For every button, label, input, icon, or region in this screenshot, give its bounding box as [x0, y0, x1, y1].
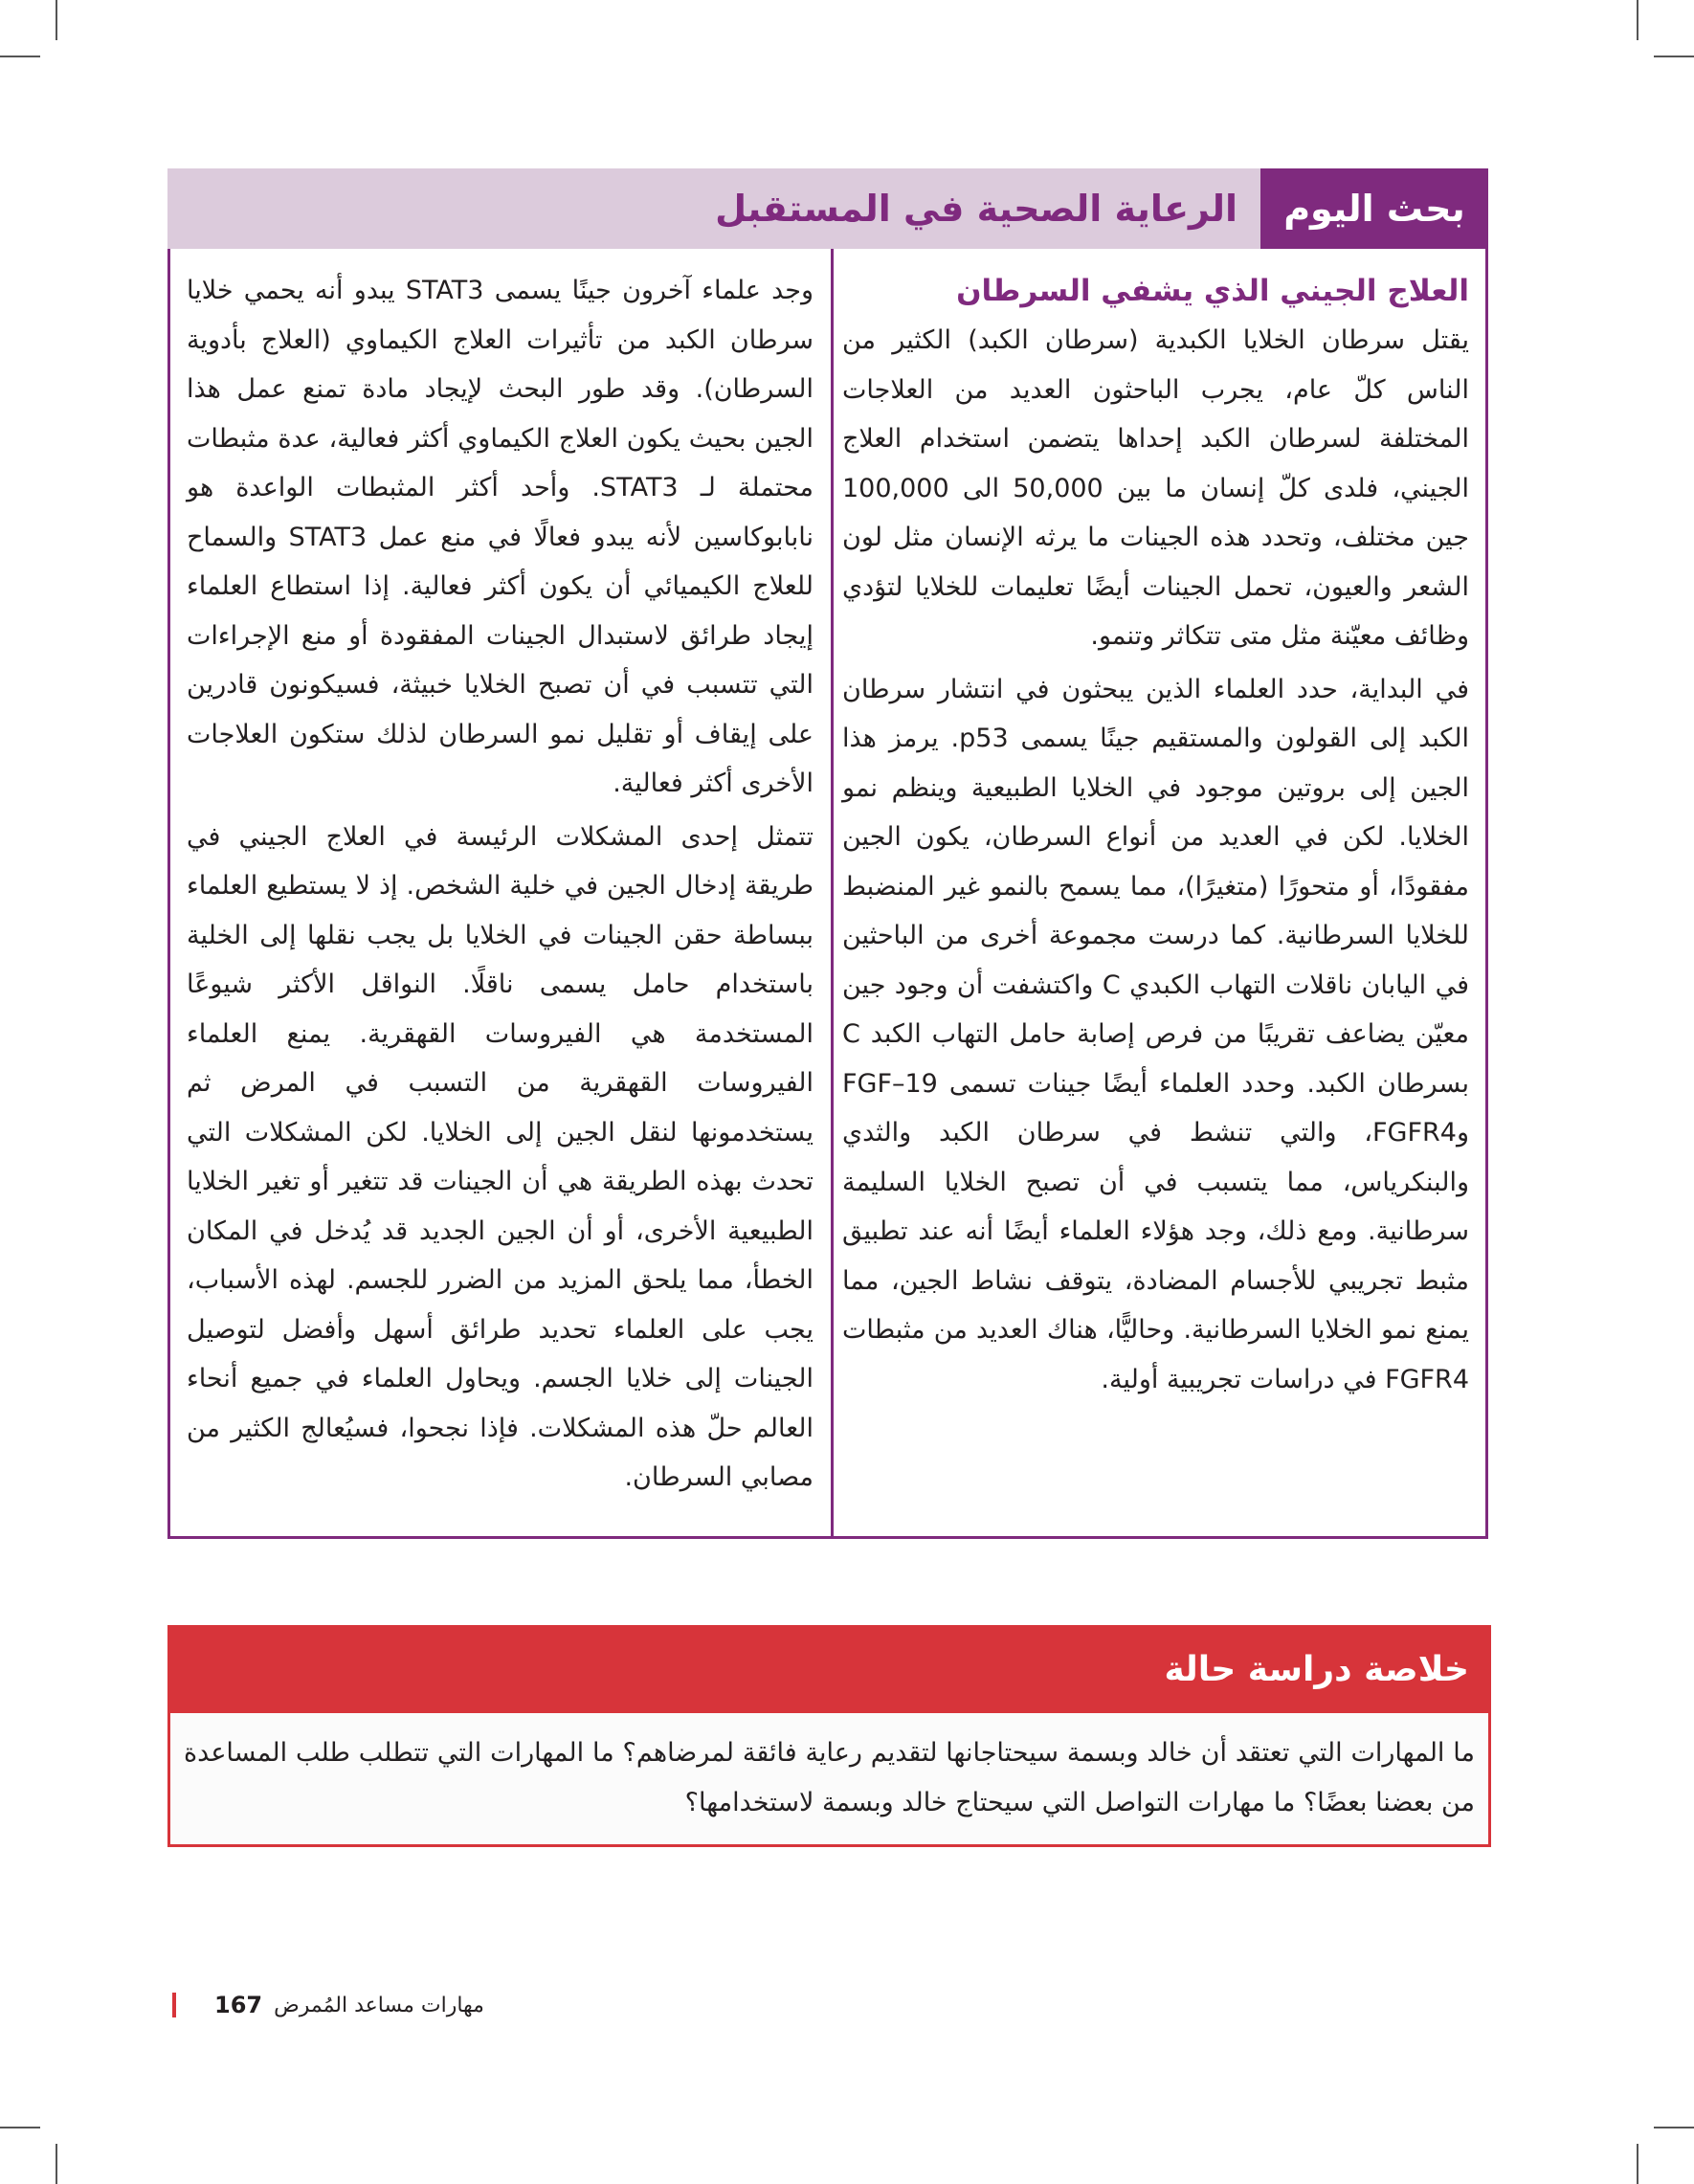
- paragraph: تتمثل إحدى المشكلات الرئيسة في العلاج الجيني في طريقة إدخال الجين في خلية الشخص. إذ لا يستطيع العلماء ببساطة حقن الجينات في الخلايا بل يجب نقلها إلى الخلية باستخدام حامل يسمى ناقلًا. النواقل الأكثر شيوعًا المستخدمة هي الفيروسات القهقرية. يمنع العلماء الفيروسات القهقرية من التسبب في المرض ثم يستخدمونها لنقل الجين إلى الخلايا. لكن المشكلات التي تحدث بهذه الطريقة هي أن الجينات قد تتغير أو تغير الخلايا الطبيعية الأخرى، أو أن الجين الجديد قد يُدخل في المكان الخطأ، مما يلحق المزيد من الضرر للجسم. لهذه الأسباب، يجب على العلماء تحديد طرائق أسهل وأفضل لتوصيل الجينات إلى خلايا الجسم. ويحاول العلماء في جميع أنحاء العالم حلّ هذه المشكلات. فإذا نجحوا، فسيُعالج الكثير من مصابي السرطان.: [187, 821, 814, 1492]
- right-column: [842, 266, 1469, 1408]
- footer-accent-bar: [172, 1993, 176, 2017]
- section-tag: بحث اليوم: [1260, 168, 1488, 249]
- left-column: [187, 266, 814, 1506]
- case-study-question: ما المهارات التي تعتقد أن خالد وبسمة سيحتاجانها لتقديم رعاية فائقة لمرضاهم؟ ما المهارات التي تتطلب طلب المساعدة من بعضنا بعضًا؟ ما مهارات التواصل التي سيحتاج خالد وبسمة لاستخدامها؟: [184, 1738, 1475, 1817]
- column-divider: [831, 249, 834, 1536]
- article-box: [167, 249, 1488, 1539]
- crop-mark: [1637, 2144, 1638, 2184]
- crop-mark: [0, 56, 40, 57]
- crop-mark: [0, 2127, 40, 2128]
- paragraph: في البداية، حدد العلماء الذين يبحثون في انتشار سرطان الكبد إلى القولون والمستقيم جينًا يسمى p53. يرمز هذا الجين إلى بروتين موجود في الخلايا الطبيعية وينظم نمو الخلايا. لكن في العديد من أنواع السرطان، يكون الجين مفقودًا، أو متحورًا (متغيرًا)، مما يسمح بالنمو غير المنضبط للخلايا السرطانية. كما درست مجموعة أخرى من الباحثين في اليابان ناقلات التهاب الكبدي C واكتشفت أن وجود جين معيّن يضاعف تقريبًا من فرص إصابة حامل التهاب الكبد C بسرطان الكبد. وحدد العلماء أيضًا جينات تسمى FGF–19 وFGFR4، والتي تنشط في سرطان الكبد والثدي والبنكرياس، مما يتسبب في أن تصبح الخلايا السليمة سرطانية. ومع ذلك، وجد هؤلاء العلماء أيضًا أنه عند تطبيق مثبط تجريبي للأجسام المضادة، يتوقف نشاط الجين، مما يمنع نمو الخلايا السرطانية. وحاليًّا، هناك العديد من مثبطات FGFR4 في دراسات تجريبية أولية.: [842, 674, 1469, 1394]
- page-number: 167: [214, 1992, 263, 2018]
- section-title: الرعاية الصحية في المستقبل: [715, 188, 1237, 230]
- crop-mark: [1654, 56, 1694, 57]
- book-title: مهارات مساعد المُمرض: [274, 1993, 484, 2017]
- case-study-box: [167, 1625, 1491, 1847]
- paragraph: يقتل سرطان الخلايا الكبدية (سرطان الكبد) الكثير من الناس كلّ عام، يجرب الباحثون العديد من العلاجات المختلفة لسرطان الكبد إحداها يتضمن استخدام العلاج الجيني، فلدى كلّ إنسان ما بين 50,000 الى 100,000 جين مختلف، وتحدد هذه الجينات ما يرثه الإنسان مثل لون الشعر والعيون، تحمل الجينات أيضًا تعليمات للخلايا لتؤدي وظائف معيّنة مثل متى تتكاثر وتنمو.: [842, 325, 1469, 651]
- crop-mark: [1637, 0, 1638, 40]
- paragraph: وجد علماء آخرون جينًا يسمى STAT3 يبدو أنه يحمي خلايا سرطان الكبد من تأثيرات العلاج الكيماوي (العلاج بأدوية السرطان). وقد طور البحث لإيجاد مادة تمنع عمل هذا الجين بحيث يكون العلاج الكيماوي أكثر فعالية، عدة مثبطات محتملة لـ STAT3. وأحد أكثر المثبطات الواعدة هو نابابوكاسين لأنه يبدو فعالًا في منع عمل STAT3 والسماح للعلاج الكيميائي أن يكون أكثر فعالية. إذا استطاع العلماء إيجاد طرائق لاستبدال الجينات المفقودة أو منع الإجراءات التي تتسبب في أن تصبح الخلايا خبيثة، فسيكونون قادرين على إيقاف أو تقليل نمو السرطان لذلك ستكون العلاجات الأخرى أكثر فعالية.: [187, 276, 814, 798]
- section-header: [167, 168, 1488, 249]
- page-footer: [172, 1989, 484, 2021]
- article-heading: العلاج الجيني الذي يشفي السرطان: [956, 274, 1469, 308]
- crop-mark: [56, 0, 57, 40]
- crop-mark: [56, 2144, 57, 2184]
- crop-mark: [1654, 2127, 1694, 2128]
- case-study-title: خلاصة دراسة حالة: [170, 1625, 1488, 1713]
